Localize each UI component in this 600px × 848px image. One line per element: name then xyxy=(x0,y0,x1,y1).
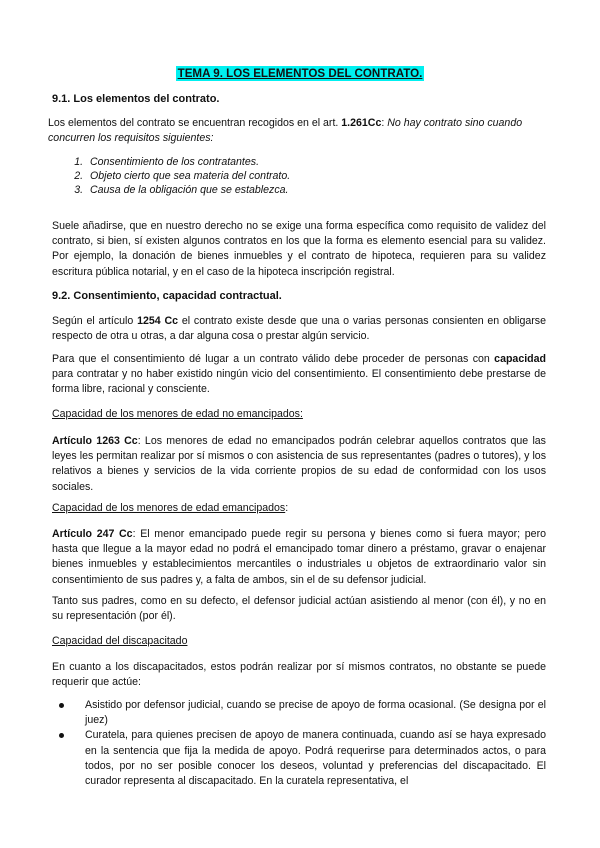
list-item: 2. Objeto cierto que sea materia del contrato. xyxy=(86,169,290,183)
requisitos-list xyxy=(56,155,290,197)
art1254-paragraph xyxy=(52,314,546,344)
art1263-text: : Los menores de edad no emancipados podrán celebrar aquellos contratos que las leyes les permitan realizar por sí mismos o con asistencia de sus representantes (padres o tutores), y los relativos a bienes y servicios de la vida corriente propios de su edad de conformidad con los usos sociales. xyxy=(52,435,546,493)
bullet-text: Asistido por defensor judicial, cuando se precise de apoyo de forma ocasional. (Se designa por el juez) xyxy=(85,699,546,727)
bullet-icon xyxy=(59,733,64,738)
apoyo-bullet-list xyxy=(56,698,546,789)
intro-paragraph xyxy=(48,116,548,146)
art247-label: Artículo 247 Cc xyxy=(52,528,133,540)
list-item: 3. Causa de la obligación que se establezca. xyxy=(86,183,290,197)
p2-text-a: Para que el consentimiento dé lugar a un contrato válido debe proceder de personas con xyxy=(52,353,495,365)
p2-bold: capacidad xyxy=(494,353,546,365)
bullet-text: Curatela, para quienes precisen de apoyo de manera continuada, cuando así se haya expresado en la sentencia que fija la medida de apoyo. Podrá requerirse para determinados actos, o para todos, por no ser posible conocer los deseos, voluntad y preferencias del discapacitado. El curador representa al discapacitado. En la curatela representativa, el xyxy=(85,729,546,788)
intro-text-a: Los elementos del contrato se encuentran recogidos en el art. xyxy=(48,117,342,129)
list-item: 1. Consentimiento de los contratantes. xyxy=(86,155,290,169)
tanto-paragraph: Tanto sus padres, como en su defecto, el defensor judicial actúan asistiendo al menor (con él), y no en su representación (por él). xyxy=(52,595,546,623)
sub2-text: Capacidad de los menores de edad emancipados xyxy=(52,502,286,514)
subheading-discapacitado: Capacidad del discapacitado xyxy=(52,635,188,647)
heading-9-1: 9.1. Los elementos del contrato. xyxy=(52,93,220,105)
subheading-no-emancipados: Capacidad de los menores de edad no emancipados: xyxy=(52,408,303,420)
art1263-paragraph xyxy=(52,434,546,495)
list-item xyxy=(56,698,546,728)
bullet-icon xyxy=(59,703,64,708)
document-title: TEMA 9. LOS ELEMENTOS DEL CONTRATO. xyxy=(177,67,423,80)
heading-9-2: 9.2. Consentimiento, capacidad contractual. xyxy=(52,290,282,302)
p1-text-a: Según el artículo xyxy=(52,315,138,327)
title-block xyxy=(0,64,600,82)
p1-text-b: el contrato existe desde que una o varias personas consienten en obligarse respecto de otra u otras, a dar alguna cosa o prestar algún servicio. xyxy=(52,315,546,343)
p2-text-b: para contratar y no haber existido ningún vicio del consentimiento. El consentimiento debe prestarse de forma libre, racional y consciente. xyxy=(52,368,546,396)
list-item xyxy=(56,728,546,789)
discapacitado-intro: En cuanto a los discapacitados, estos podrán realizar por sí mismos contratos, no obstante se puede requerir que actúe: xyxy=(52,661,546,689)
subheading-emancipados xyxy=(52,501,288,516)
intro-article: 1.261Cc xyxy=(341,117,382,129)
sub2-colon: : xyxy=(285,502,289,514)
intro-quote: No hay contrato sino cuando concurren los requisitos siguientes: xyxy=(48,117,523,145)
p1-article: 1254 Cc xyxy=(137,315,179,327)
capacidad-paragraph xyxy=(52,352,546,398)
art1263-label: Artículo 1263 Cc xyxy=(52,435,138,447)
forma-paragraph: Suele añadirse, que en nuestro derecho no se exige una forma específica como requisito de validez del contrato, si bien, sí existen algunos contratos en los que la forma es elemento esencial para su validez. Por ejemplo, la donación de bienes inmuebles y el contrato de hipoteca, requieren para su validez escritura pública notarial, y en el caso de la hipoteca inscripción registral. xyxy=(52,220,546,278)
art247-paragraph xyxy=(52,527,546,588)
art247-text: : El menor emancipado puede regir su persona y bienes como si fuera mayor; pero hasta que llegue a la mayor edad no podrá el emancipado tomar dinero a préstamo, gravar o enajenar bienes inmuebles y establecimientos mercantiles o industriales u objetos de extraordinario valor sin consentimiento de sus padres y, a falta de ambos, sin el de su defensor judicial. xyxy=(52,528,546,586)
intro-text-b: : xyxy=(381,117,388,129)
